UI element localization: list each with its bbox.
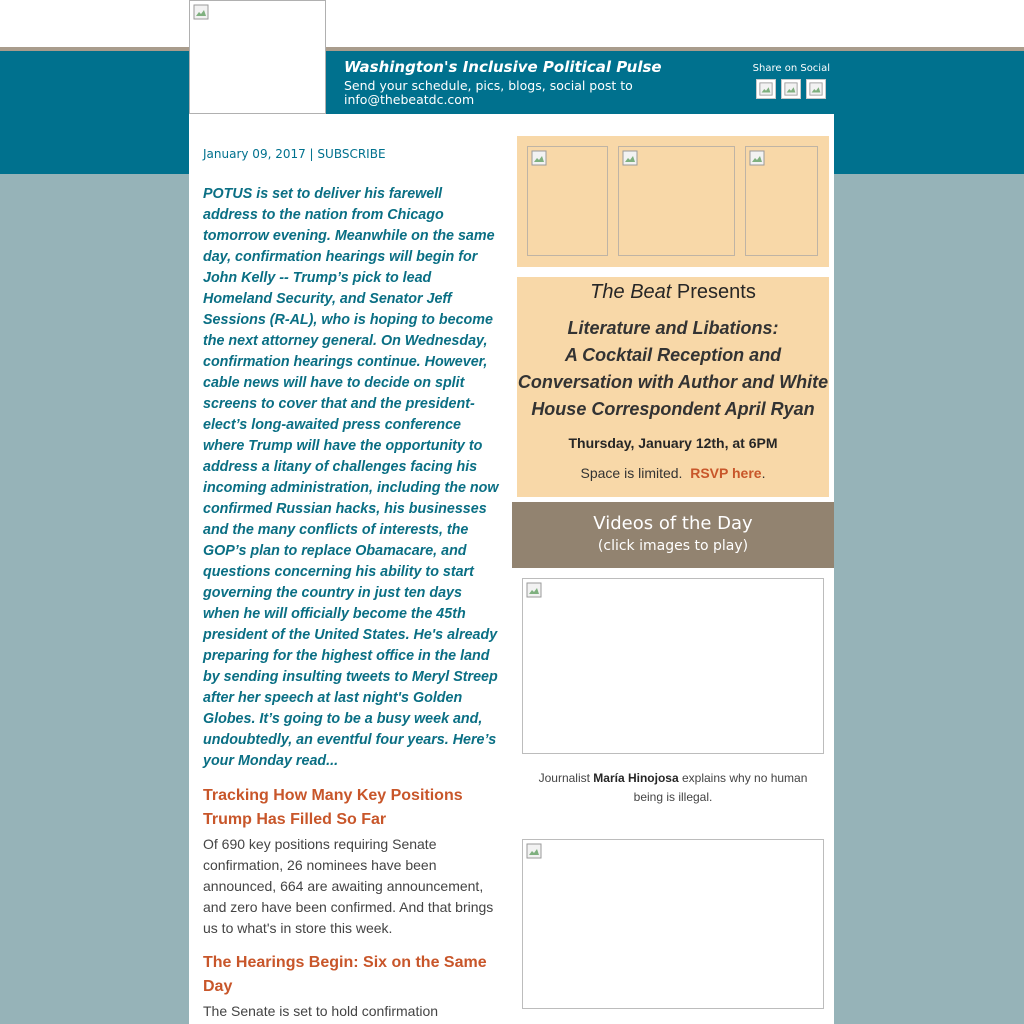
event-date: Thursday, January 12th, at 6PM [568, 435, 778, 451]
broken-image-icon [193, 4, 209, 20]
broken-image-icon [526, 582, 542, 598]
story-headline[interactable]: Tracking How Many Key Positions Trump Has Filled So Far [203, 787, 463, 828]
broken-image-icon [622, 150, 638, 166]
main-column [203, 146, 499, 1022]
share-label: Share on Social [752, 63, 830, 74]
videos-header [512, 502, 834, 568]
sponsor-images [517, 136, 829, 267]
broken-image-icon [526, 843, 542, 859]
story-body: Of 690 key positions requiring Senate confirmation, 26 nominees have been announced, 664 are awaiting announcement, and zero have been confirmed. And that brings us to what's in store this week. [203, 836, 494, 936]
caption-name: María Hinojosa [593, 771, 679, 785]
tagline: Washington's Inclusive Political Pulse [344, 58, 662, 76]
broken-image-icon [531, 150, 547, 166]
event-promo [517, 277, 829, 497]
sponsor-image[interactable] [618, 146, 735, 256]
twitter-icon[interactable] [781, 79, 801, 99]
limited-text: Space is limited. [580, 465, 683, 481]
story-body: The Senate is set to hold confirmation [203, 1003, 439, 1019]
broken-image-icon [809, 82, 823, 96]
broken-image-icon [759, 82, 773, 96]
event-subtitle [517, 315, 829, 423]
sponsor-image[interactable] [527, 146, 608, 256]
date-subscribe-link[interactable]: January 09, 2017 | SUBSCRIBE [203, 147, 386, 161]
caption-pre: Journalist [538, 771, 594, 785]
facebook-icon[interactable] [756, 79, 776, 99]
video-caption [532, 769, 814, 807]
event-limited [517, 464, 829, 482]
event-subtitle-line1: Literature and Libations: [567, 318, 779, 338]
videos-title: Videos of the Day [593, 513, 753, 534]
event-subtitle-line2: A Cocktail Reception and Conversation with Author and White House Correspondent April Ryan [517, 345, 829, 419]
newsletter-container [189, 0, 834, 1024]
rsvp-link[interactable]: RSVP here [690, 465, 762, 481]
story-headline[interactable]: The Hearings Begin: Six on the Same Day [203, 954, 487, 995]
sidebar-column [512, 114, 834, 1024]
event-title [517, 280, 829, 304]
videos-subtitle: (click images to play) [597, 538, 749, 554]
caption-post: explains why no human being is illegal. [633, 771, 808, 804]
submission-note: Send your schedule, pics, blogs, social post to info@thebeatdc.com [344, 78, 633, 107]
video-thumbnail[interactable] [522, 839, 824, 1009]
social-icons [710, 79, 830, 99]
broken-image-icon [784, 82, 798, 96]
share-block [710, 62, 830, 99]
rsvp-period: . [761, 465, 766, 481]
broken-image-icon [749, 150, 765, 166]
email-icon[interactable] [806, 79, 826, 99]
video-thumbnail[interactable] [522, 578, 824, 754]
logo-image[interactable] [189, 0, 326, 114]
event-title-italic: The Beat [590, 281, 672, 303]
header-text [344, 57, 764, 107]
event-title-rest: Presents [671, 281, 756, 303]
intro-paragraph: POTUS is set to deliver his farewell address to the nation from Chicago tomorrow evening. Meanwhile on the same day, confirmation hearings will begin for John Kelly -- Trump’s pick to lead Homeland Security, and Senator Jeff Sessions (R-AL), who is hoping to become the next attorney general. On Wednesday, confirmation hearings continue. However, cable news will have to decide on split screens to cover that and the president-elect’s long-awaited press conference where Trump will have the opportunity to address a litany of challenges facing his incoming administration, including the now confirmed Russian hacks, his businesses and the many conflicts of interests, the GOP’s plan to replace Obamacare, and questions concerning his ability to start governing the country in just ten days when he will officially become the 45th president of the United States. He's already preparing for the highest office in the land by sending insulting tweets to Meryl Streep after her speech at last night's Golden Globes. It’s going to be a busy week and, undoubtedly, an eventful four years. Here’s your Monday read... [203, 186, 499, 769]
sponsor-image[interactable] [745, 146, 818, 256]
